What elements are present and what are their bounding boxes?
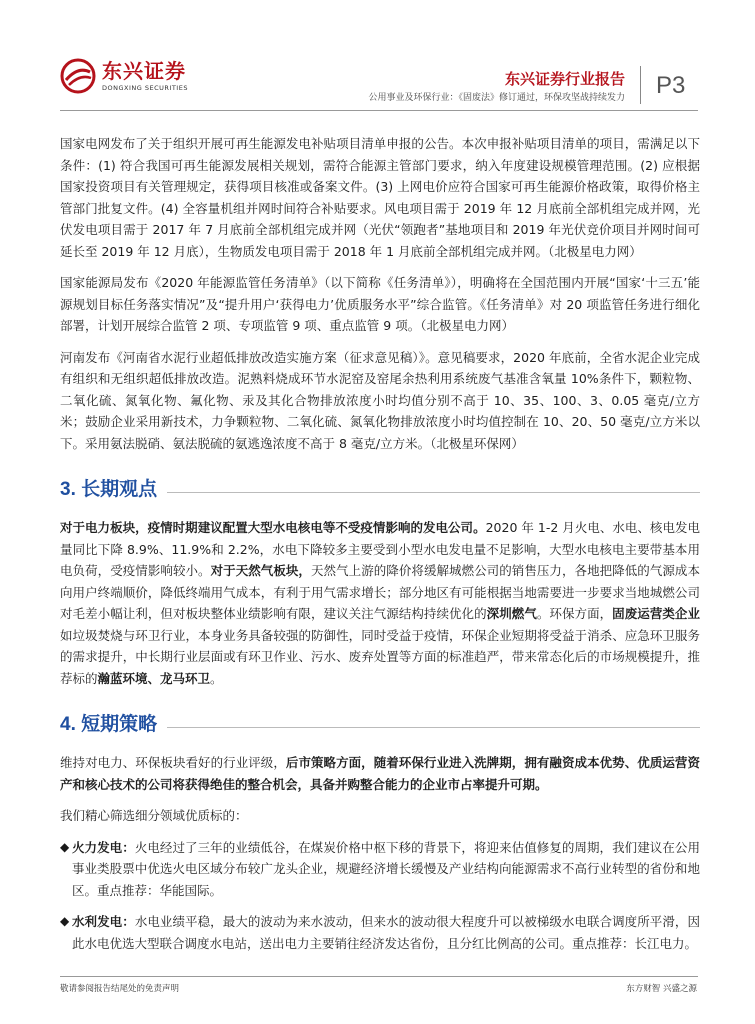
section-4-title: 4. 短期策略: [60, 714, 158, 735]
footer-disclaimer: 敬请参阅报告结尾处的免责声明: [60, 984, 180, 994]
page-number: P3: [656, 72, 686, 99]
section-3-rule: [167, 492, 700, 493]
paragraph-short-term-strategy: [60, 752, 700, 795]
company-logo: [60, 58, 188, 94]
text: 。: [210, 670, 223, 686]
section-4-rule: [167, 727, 700, 728]
bullet-label: 火力发电：: [72, 839, 135, 855]
main-content: [60, 133, 700, 964]
bullet-diamond-icon: ◆: [60, 914, 70, 928]
bullet-diamond-icon: ◆: [60, 839, 70, 854]
text: 维持对电力、环保板块看好的行业评级，: [60, 755, 286, 770]
bullet-text: [72, 911, 700, 954]
logo-chinese-name: 东兴证券: [102, 59, 186, 83]
report-title: 东兴证券行业报告: [504, 70, 625, 88]
text-bold: 后市策略方面，随着环保行业进入洗牌期，拥有融资成本优势、优质运营资产和核心技术的公司将获得绝佳的整合机会，具备并购整合能力的企业市占率提升可期。: [60, 755, 700, 792]
header-divider: [640, 66, 641, 104]
bullet-label: 水利发电：: [72, 914, 135, 929]
logo-english-name: DONGXING SECURITIES: [102, 84, 188, 92]
section-4-heading: [60, 709, 700, 736]
bullet-text: [72, 837, 700, 902]
paragraph-grid-subsidy: 国家电网发布了关于组织开展可再生能源发电补贴项目清单申报的公告。本次申报补贴项目清单的项目，需满足以下条件：(1) 符合我国可再生能源发展相关规划，需符合能源主管部门要求，纳入年度建设规模管理范围。(2) 应根据国家投资项目有关管理规定，获得项目核准或备案文件。(3) 上网电价应符合国家可再生能源价格政策，取得价格主管部门批复文件。(4) 全容量机组并网时间符合补贴要求。风电项目需于 2019 年 12 月底前全部机组完成并网，光伏发电项目需于 2017 年 7 月底前全部机组完成并网（光伏“领跑者”基地项目和 2019 年光伏竞价项目并网时间可延长至 2019 年 12 月底），生物质发电项目需于 2018 年 1 月底前全部机组完成并网。（北极星电力网）: [60, 136, 700, 259]
bullet-body: 水电业绩平稳，最大的波动为来水波动，但来水的波动很大程度升可以被梯级水电联合调度所平滑，因此水电优选大型联合调度水电站，送出电力主要销往经济发达省份，且分红比例高的公司。重点推荐：长江电力。: [72, 914, 700, 951]
bullet-thermal-power: [60, 837, 700, 902]
section-3-heading: [60, 474, 700, 501]
text-bold: 固废运营类企业: [612, 606, 700, 621]
text: 2020 年 1-2 月火电、水电、核电发电量同比下降 8.9%、11.9%和 2.2%，水电下降较多主要受到小型水电发电量不足影响，大型水电核电主要带基本用电负荷，受疫情影响较小。: [60, 520, 700, 578]
paragraph-picks-intro: 我们精心筛选细分领域优质标的：: [60, 808, 248, 823]
bullet-body: 火电经过了三年的业绩低谷，在煤炭价格中枢下移的背景下，将迎来估值修复的周期，我们建议在公用事业类股票中优选火电区域分布较广龙头企业，规避经济增长缓慢及产业结构向能源需求不高行业转型的省份和地区。重点推荐：华能国际。: [72, 839, 700, 898]
paragraph-henan-cement: 河南发布《河南省水泥行业超低排放改造实施方案（征求意见稿）》。意见稿要求，2020 年底前，全省水泥企业完成有组织和无组织超低排放改造。泥熟料烧成环节水泥窑及窑尾余热利用系统废气基准含氧量 10%条件下，颗粒物、二氧化硫、氮氧化物、氟化物、汞及其化合物排放浓度小时均值分别不高于 10、35、100、3、0.05 毫克/立方米；鼓励企业采用新技术，力争颗粒物、二氧化硫、氮氧化物排放浓度小时均值控制在 10、20、50 毫克/立方米以下。采用氨法脱硝、氨法脱硫的氨逃逸浓度不高于 8 毫克/立方米。（北极星环保网）: [60, 349, 700, 451]
text-bold: 对于电力板块，疫情时期建议配置大型水电核电等不受疫情影响的发电公司。: [60, 520, 486, 535]
page-header: [0, 0, 755, 110]
bullet-hydro-power: [60, 911, 700, 954]
report-subtitle: 公用事业及环保行业：《固废法》修订通过，环保攻坚战持续发力: [368, 93, 625, 103]
logo-mark-icon: [60, 58, 96, 94]
paragraph-long-term-view: [60, 517, 700, 689]
text-bold: 瀚蓝环境、龙马环卫: [97, 670, 211, 686]
text: 天然气上游的降价将缓解城燃公司的销售压力，各地把降低的气源成本向用户终端顺价，降低终端用气成本，有利于用气需求增长；部分地区有可能根据当地需要进一步要求当地城燃公司对毛差小幅让利，但对板块整体业绩影响有限，建议关注气源结构持续优化的: [60, 563, 700, 621]
text-bold: 深圳燃气: [486, 606, 537, 621]
paragraph-energy-regulation: 国家能源局发布《2020 年能源监管任务清单》（以下简称《任务清单》），明确将在全国范围内开展“国家‘十三五’能源规划目标任务落实情况”及“提升用户‘获得电力’优质服务水平”综合监管。《任务清单》对 20 项监管任务进行细化部署，计划开展综合监管 2 项、专项监管 9 项、重点监管 9 项。（北极星电力网）: [60, 275, 700, 333]
text: 如垃圾焚烧与环卫行业，本身业务具备较强的防御性，同时受益于疫情，环保企业短期将受益于消杀、应急环卫服务的需求提升，中长期行业层面或有环卫作业、污水、废弃处置等方面的标准趋严，带来常态化后的市场规模提升，推荐标的: [60, 627, 700, 686]
section-3-title: 3. 长期观点: [60, 479, 158, 500]
text: 。环保方面，: [536, 606, 613, 621]
footer-rule: [60, 976, 698, 977]
footer-slogan: 东方财智 兴盛之源: [626, 984, 697, 994]
text-bold: 对于天然气板块，: [210, 563, 311, 578]
header-rule: [60, 110, 698, 111]
